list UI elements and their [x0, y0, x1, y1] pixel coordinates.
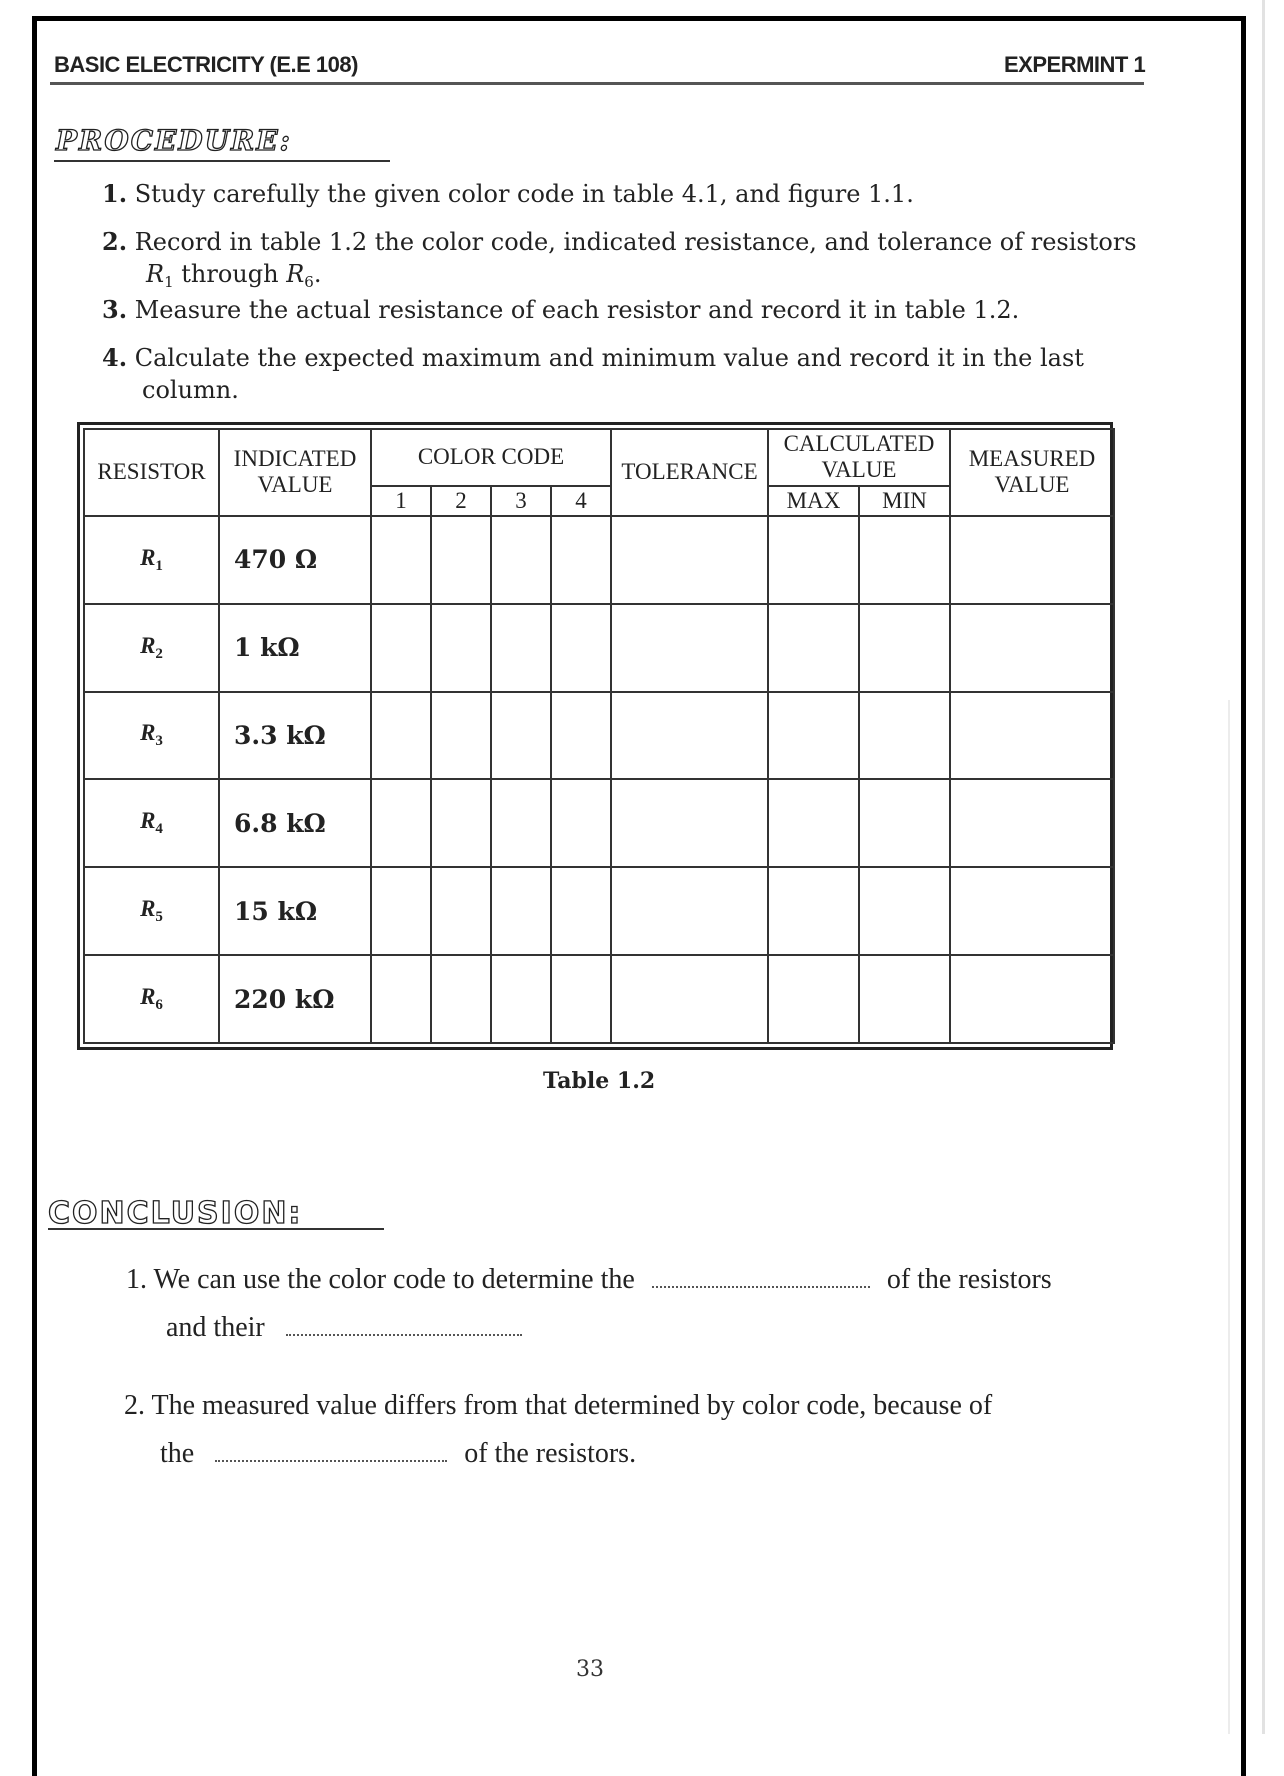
band-1-cell[interactable]	[371, 516, 431, 604]
resistor-subscript: 4	[155, 821, 163, 838]
measured-cell[interactable]	[950, 779, 1114, 867]
header-band-1: 1	[371, 486, 431, 516]
header-resistor: RESISTOR	[84, 429, 219, 516]
page-number: 33	[576, 1657, 604, 1682]
conclusion-item-2	[124, 1390, 992, 1422]
tolerance-cell[interactable]	[611, 779, 768, 867]
resistor-table-grid	[83, 428, 1115, 1044]
step-text: Calculate the expected maximum and minimum value and record it in the last	[134, 344, 1084, 372]
table-row	[84, 692, 1114, 780]
resistor-symbol: R	[140, 808, 156, 834]
table-row	[84, 867, 1114, 955]
tolerance-cell[interactable]	[611, 604, 768, 692]
header-indicated-value	[219, 429, 371, 516]
header-text: INDICATED	[233, 446, 357, 472]
header-measured-value	[950, 429, 1114, 516]
fill-blank-1[interactable]	[652, 1268, 870, 1288]
measured-cell[interactable]	[950, 867, 1114, 955]
table-row	[84, 516, 1114, 604]
tolerance-cell[interactable]	[611, 516, 768, 604]
header-band-3: 3	[491, 486, 551, 516]
resistor-symbol: R	[286, 260, 305, 288]
measured-cell[interactable]	[950, 955, 1114, 1043]
step-number: 3.	[102, 295, 128, 324]
band-2-cell[interactable]	[431, 516, 491, 604]
resistor-symbol: R	[140, 632, 156, 658]
header-text: VALUE	[257, 472, 333, 498]
procedure-step-4-cont	[142, 374, 239, 406]
fill-blank-2[interactable]	[286, 1316, 522, 1336]
procedure-step-1	[102, 178, 914, 210]
resistor-label	[84, 867, 219, 955]
conclusion-heading: CONCLUSION:	[48, 1196, 303, 1231]
indicated-value-cell: 470 Ω	[219, 516, 371, 604]
band-2-cell[interactable]	[431, 604, 491, 692]
table-row	[84, 604, 1114, 692]
indicated-value-cell: 1 kΩ	[219, 604, 371, 692]
step-text: .	[313, 260, 322, 288]
measured-cell[interactable]	[950, 516, 1114, 604]
band-3-cell[interactable]	[491, 692, 551, 780]
band-1-cell[interactable]	[371, 867, 431, 955]
conclusion-text: and their	[166, 1312, 265, 1343]
header-band-2: 2	[431, 486, 491, 516]
band-4-cell[interactable]	[551, 604, 611, 692]
resistor-subscript: 6	[155, 997, 163, 1014]
band-1-cell[interactable]	[371, 779, 431, 867]
step-number: 4.	[102, 343, 128, 372]
conclusion-item-2-cont	[160, 1438, 636, 1470]
header-text: VALUE	[994, 472, 1070, 498]
resistor-subscript: 1	[155, 557, 163, 574]
experiment-label: EXPERMINT 1	[1004, 52, 1146, 77]
procedure-step-2	[102, 226, 1137, 258]
step-number: 1.	[102, 179, 128, 208]
band-3-cell[interactable]	[491, 604, 551, 692]
band-4-cell[interactable]	[551, 516, 611, 604]
tolerance-cell[interactable]	[611, 692, 768, 780]
conclusion-text: of the resistors	[886, 1264, 1052, 1295]
procedure-heading: PROCEDURE:	[56, 124, 292, 157]
resistor-subscript: 2	[155, 645, 163, 662]
band-3-cell[interactable]	[491, 867, 551, 955]
conclusion-text: of the resistors.	[464, 1438, 637, 1469]
conclusion-text: the	[160, 1438, 195, 1469]
indicated-value-cell: 3.3 kΩ	[219, 692, 371, 780]
resistor-label	[84, 692, 219, 780]
conclusion-item-1	[126, 1264, 1052, 1296]
band-1-cell[interactable]	[371, 955, 431, 1043]
max-cell[interactable]	[768, 692, 859, 780]
header-tolerance: TOLERANCE	[611, 429, 768, 516]
min-cell[interactable]	[859, 692, 950, 780]
band-4-cell[interactable]	[551, 867, 611, 955]
procedure-step-2-cont	[146, 258, 321, 298]
band-1-cell[interactable]	[371, 692, 431, 780]
procedure-underline	[54, 160, 390, 162]
max-cell[interactable]	[768, 779, 859, 867]
band-3-cell[interactable]	[491, 516, 551, 604]
indicated-value-cell: 15 kΩ	[219, 867, 371, 955]
band-2-cell[interactable]	[431, 692, 491, 780]
step-text: Record in table 1.2 the color code, indicated resistance, and tolerance of resistors	[134, 228, 1137, 256]
band-3-cell[interactable]	[491, 955, 551, 1043]
min-cell[interactable]	[859, 779, 950, 867]
resistor-table	[77, 422, 1113, 1050]
measured-cell[interactable]	[950, 692, 1114, 780]
resistor-label	[84, 604, 219, 692]
band-2-cell[interactable]	[431, 779, 491, 867]
table-caption: Table 1.2	[543, 1068, 656, 1094]
band-1-cell[interactable]	[371, 604, 431, 692]
course-title: BASIC ELECTRICITY (E.E 108)	[54, 52, 358, 77]
resistor-symbol: R	[140, 896, 156, 922]
header-band-4: 4	[551, 486, 611, 516]
band-2-cell[interactable]	[431, 867, 491, 955]
min-cell[interactable]	[859, 516, 950, 604]
resistor-subscript: 6	[304, 273, 314, 291]
step-number: 2.	[102, 227, 128, 256]
min-cell[interactable]	[859, 867, 950, 955]
header-text: CALCULATED	[783, 431, 935, 457]
band-4-cell[interactable]	[551, 955, 611, 1043]
resistor-symbol: R	[140, 984, 156, 1010]
header-min: MIN	[859, 486, 950, 516]
resistor-subscript: 3	[155, 733, 163, 750]
resistor-label	[84, 955, 219, 1043]
page-edge-inner	[1228, 700, 1230, 1734]
page-edge	[1262, 0, 1265, 1734]
resistor-symbol: R	[140, 544, 156, 570]
header-divider	[50, 82, 1144, 85]
procedure-step-4	[102, 342, 1142, 374]
max-cell[interactable]	[768, 955, 859, 1043]
tolerance-cell[interactable]	[611, 955, 768, 1043]
resistor-subscript: 5	[155, 909, 163, 926]
min-cell[interactable]	[859, 604, 950, 692]
measured-cell[interactable]	[950, 604, 1114, 692]
min-cell[interactable]	[859, 955, 950, 1043]
indicated-value-cell: 6.8 kΩ	[219, 779, 371, 867]
header-text: MEASURED	[968, 446, 1096, 472]
resistor-symbol: R	[140, 720, 156, 746]
step-text: Study carefully the given color code in table 4.1, and figure 1.1.	[134, 180, 914, 208]
conclusion-underline	[48, 1228, 384, 1230]
step-text: column.	[142, 376, 239, 404]
max-cell[interactable]	[768, 516, 859, 604]
resistor-label	[84, 516, 219, 604]
band-4-cell[interactable]	[551, 779, 611, 867]
header-text: VALUE	[821, 457, 897, 483]
resistor-label	[84, 779, 219, 867]
resistor-symbol: R	[146, 260, 165, 288]
band-2-cell[interactable]	[431, 955, 491, 1043]
conclusion-text: 2. The measured value differs from that determined by color code, because of	[124, 1390, 993, 1421]
max-cell[interactable]	[768, 604, 859, 692]
fill-blank-3[interactable]	[215, 1442, 447, 1462]
step-text: through	[173, 260, 287, 288]
tolerance-cell[interactable]	[611, 867, 768, 955]
header-color-code: COLOR CODE	[371, 429, 611, 486]
max-cell[interactable]	[768, 867, 859, 955]
band-4-cell[interactable]	[551, 692, 611, 780]
resistor-subscript: 1	[164, 273, 174, 291]
band-3-cell[interactable]	[491, 779, 551, 867]
conclusion-text: 1. We can use the color code to determine the	[126, 1264, 635, 1295]
indicated-value-cell: 220 kΩ	[219, 955, 371, 1043]
conclusion-item-1-cont	[166, 1312, 522, 1344]
table-row	[84, 955, 1114, 1043]
procedure-step-3	[102, 294, 1019, 326]
step-text: Measure the actual resistance of each resistor and record it in table 1.2.	[134, 296, 1020, 324]
header-row	[84, 429, 1114, 486]
header-calculated-value	[768, 429, 950, 486]
table-row	[84, 779, 1114, 867]
header-max: MAX	[768, 486, 859, 516]
